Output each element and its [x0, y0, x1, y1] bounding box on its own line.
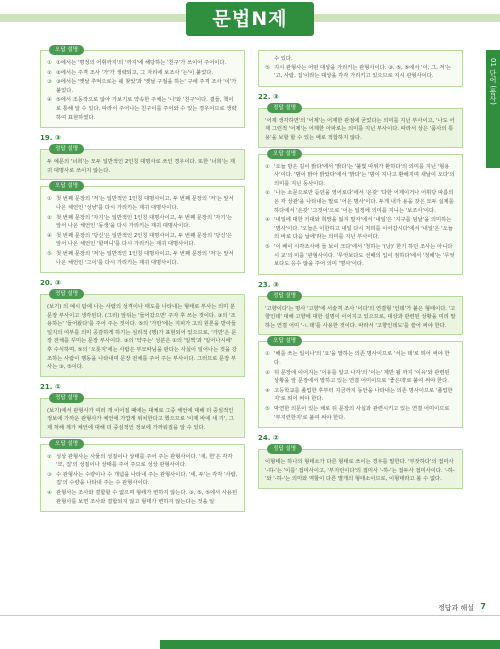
answer-text: 두 예문의 '너희'는 모두 일반적인 2인칭 대명사로 쓰인 경우이다. 또한 '너희'는 재귀 대명사로 쓰이지 않는다. [47, 159, 236, 174]
answer-box [258, 446, 463, 489]
solution-item [47, 250, 238, 267]
answer-text: (보기)에서 관형사가 여러 개 이어질 때에는 대체로 그중 체언에 대해 더 중심적인 정보에 가까운 관형사가 체언에 가깝게 위치한다고 했으므로 '이제 바에 새 기', 그제 처해 계가 체언에 대해 더 중심적인 정보에 가까워질을 알 수 있다. [47, 407, 234, 432]
solution-tag: 오답 설명 [267, 149, 302, 159]
item-text: '나는 소문으로만 듣던을 영어로다'에서 '온갖' '다한 어제이거나 어휘당 따름의 온 각 상관'을 나타내는 말로 '어온 명사'이다. 두게 내가 용을 갖은 모두 실제를 하다에서 '온갖' '그것이'으로 '이는 일정에 의미를 지니는 '보조사'이다. [274, 190, 454, 214]
item-number: ⑤ [47, 250, 52, 257]
solution-item [265, 163, 456, 189]
item-text: 뒤 문장에 이어지는 '이유를 알고 나자'의 '이는' 제반 될 까지 '이유'와 관련된 상황을 앞 문장에서 말하고 있는 연결 어미이므로 '좋은데'로 붙여 써야 한다. [274, 369, 450, 385]
question-number: 20. ③ [40, 279, 61, 288]
item-text: ⑤에서 조동작으로 않아 가보기로 약속한 주체는 '나'와 '친구'이다. 곁들, 책이 로 통해 알 수 있다. 따라서 주어나는 친구이를 주어와 수 있는 경우이므로 생략하여 표현하였다. [56, 97, 237, 121]
header-title: 문법N제 [186, 2, 314, 36]
question-number: 22. ③ [258, 92, 279, 101]
page-number: 7 [480, 602, 486, 611]
answer-tag: 정답 설명 [49, 144, 84, 154]
solution-item [265, 405, 456, 422]
item-number: ③ [47, 471, 52, 478]
answer-box [40, 394, 245, 438]
item-text: ③에서는 '옛날 추억으로는 쉐 찾았'과 '옛날 구절을 하는' 구에 주격 조사 '이'가 붙었다. [56, 79, 237, 94]
item-number: ② [265, 369, 270, 376]
solution-item [265, 243, 456, 269]
solution-item [47, 195, 238, 212]
item-text: 막연한 의문이 있는 채로 뒤 문장의 사실과 관련시키고 있는 연결 어미이므로 '부지런한지'로 붙여 써야 한다. [274, 406, 450, 421]
solution-box [258, 150, 463, 275]
answer-text: (보기) 의 예시 탐에 나는 사람의 성격이나 태도를 나타내는 형태로 부사는 의미 분 문장 부사이고 생각된다. (그러) 앞뒤는 '들어갔으면' 주자 후 쓰는 것이다. ③의 '조용하는' '들어왔다'를 주어 주는 것이다. ⑤의 '가만'에는 지피가 고의 원론을 받아들일지의 여부를 의미 공감하게 하기는 심리적 (행)가 표현되어 있으므로, '가만'은 문장 전체를 꾸미는 문장 부사이다. ③의 '약주는' 성분은 ①의 '일찍'과 '일어나시에' 후 수식하며, ⑤의 '오롯지'에는 사람은 부모따님을 판다는 사실이 일어나는 것을 강조하는 사람이 행동을 나타내며 문장 전체를 주어 주는 부사이다. 그러므로 문장 부사는 ③, ⑤이다. [47, 304, 237, 371]
question-number: 21. ① [40, 382, 61, 391]
question-number: 19. ③ [40, 134, 61, 143]
item-number: ① [47, 60, 52, 66]
solution-item [265, 387, 456, 404]
item-number: ④ [265, 387, 270, 394]
solution-item [265, 64, 456, 81]
item-text: '오늘 방은 길이 밝다'에서 '밝다'는 '불빛 따위가 환하다'의 의미를 지닌 '형용사'이다. '밤이 밝아 밝았다'에서 '밝다'는 '밤이 지나고 환해지며 새날이 오다'의 의미를 지닌 동사이다. [274, 163, 455, 187]
solution-item [265, 189, 456, 215]
solution-tag: 오답 설명 [49, 45, 84, 55]
answer-tag: 정답 설명 [49, 289, 84, 299]
item-number: ② [47, 214, 52, 221]
solution-item [47, 489, 238, 506]
item-number: ③ [47, 79, 52, 86]
right-column [258, 50, 463, 495]
solution-box [40, 183, 245, 273]
answer-text: 이형태는 하나의 형태소가 다른 형태로 쓰이는 경우를 말한다. '부잣하다'의 접미사 '-하-'는 '이를' 접미사이고, '부지런이다'의 접미사 '-하-'는 접두사 접미사이다. '-하-'와 '-하-'는 의미와 역할이 다른 별개의 형태소이므로, 이형태라고 볼 수 없다. [265, 459, 455, 483]
item-number: ① [47, 196, 52, 203]
item-number: ④ [265, 217, 270, 224]
item-number: ② [265, 190, 270, 197]
solution-item [47, 214, 238, 231]
answer-text: '고향이다'는 명사 '고향'에 서술격 조사 '이다'의 연결형 '인데'가 붙은 형태이다. '고향인데' 대해 고향에 대한 설명이 이어지고 있으므로, 대상과 관련된 상황을 미리 말하는 연결 어미 '-ㄴ데'를 사용한 것이다. 따라서 '고향인데도'를 쓸어 써야 한다. [265, 305, 456, 329]
item-text: ①에서는 '명정의 어휘까지'의 '까지'에 해당하는 '친구'가 쓰이어 주어이다. [56, 60, 227, 66]
solution-box [40, 47, 245, 128]
footer-label: 정답과 해설 [437, 604, 474, 612]
solution-item [47, 471, 238, 488]
item-number: ⑤ [265, 64, 270, 71]
item-text: 첫 번째 문장의 '저'는 일반적인 1인칭 대명사이고, 두 번째 문장의 '저'는 앞서 나온 체언인 '그이'를 다시 가리키는 재귀 대명사이다. [56, 250, 234, 266]
item-text: 수 관형사는 수량이나 수 개념을 나타내 주는 관형사이다. '세, 두'는 각각 '사람, 집'의 수량을 나타내 주는 수 관형사이다. [56, 471, 238, 487]
solution-item [47, 96, 238, 122]
item-text: '해를 쓰는 일이나'의 '요'을 말하는 의존 명사이므로 '서는 데'로 띄어 써야 한다. [274, 351, 450, 367]
continued-text: 수 있다. [274, 56, 293, 62]
item-text: 첫 번째 문장의 '저'는 일반적인 1인칭 대명사이고, 두 번째 문장의 '저'는 앞서 나온 체언인 '성냥'를 다시 가리키는 재귀 대명사이다. [56, 196, 234, 211]
answer-box [40, 146, 245, 180]
item-text: 성상 관형사는 사물의 성질이나 상태를 주어 주는 관형사이다. '새, 헌'은 각각 '모, 집'의 성질이나 상태를 주어 주므로 성상 관형사이다. [56, 453, 233, 469]
item-text: '내일에 대한 기대와 희망을 잃지 말자'에서 '내일'은 '지구를 덤날'을 의미하는 '명사'이다. '오늘은 이한하고 내일 다시 처리를 이어갑시다'에서 '내일'은 '오늘의 바로 다음 날에'라는 의미를 지닌 부사이다. [274, 217, 453, 241]
answer-tag: 정답 설명 [267, 103, 302, 113]
item-number: ⑤ [265, 406, 270, 413]
solution-tag: 오답 설명 [49, 439, 84, 449]
solution-item [47, 69, 238, 78]
solution-item [47, 59, 238, 68]
answer-text: '어제 생각하면'의 '어제'는 어제한 관점에 굳었다는 의미를 지닌 부사이고, '나도 어제 그런적 '어제'는 어제한 아파로는 의미를 지닌 부사이다. 따라서 상은 '품사의 통용'을 보할 할 수 있는 예로 적합하지 않다. [265, 117, 455, 141]
item-number: ② [47, 453, 52, 460]
footer-rule [0, 615, 500, 616]
solution-item [47, 232, 238, 249]
answer-tag: 정답 설명 [49, 393, 84, 403]
solution-item [265, 216, 456, 242]
item-text: 관형사는 조사와 결합할 수 없으며 형태가 변하지 않는다. ③, ⑤, ⑤에서 사용된 관형사를 보면 조사와 결합되지 않고 형태가 변하지 않는다는 것을 알 [56, 490, 238, 505]
chapter-tab-label: 01 단어 (품사) [489, 58, 497, 105]
item-number: ① [265, 351, 270, 358]
answer-tag: 정답 설명 [267, 444, 302, 454]
item-number: ⑤ [265, 243, 270, 250]
item-text: 첫 번째 문장의 '당신'은 일반적인 2인칭 대명사이고, 두 번째 문장의 '당신'은 앞서 나온 체언인 '할머니'를 다시 가리키는 재귀 대명사이다. [56, 232, 233, 248]
item-text: 첫 번째 문장의 '자기'는 일반적인 1인칭 대명사이고, 두 번째 문장의 '자기'는 앞서 나온 체언인 '동생'을 다시 가리키는 재귀 대명사이다. [56, 214, 233, 230]
solution-item [47, 453, 238, 470]
answer-box [258, 104, 463, 148]
answer-box [258, 292, 463, 336]
chapter-tab [486, 50, 500, 168]
item-number: ④ [47, 97, 52, 104]
solution-item [47, 78, 238, 95]
answer-tag: 정답 설명 [267, 291, 302, 301]
question-number: 24. ② [258, 434, 279, 443]
item-text: 지시 관형사는 어떤 대상을 가리키는 관형사이다. ③, ⑤, ⑤에서 '이, 그, 저'는 '고, 사람, 집'이라는 대상을 각각 가리키고 있으므로 지시 관형사이다. [274, 64, 452, 80]
item-text: '이 배이 시각조사에 들 보이 크다'에서 '청하는 '(낭)' 한기 하던 조사는 아니다 시 교'의 미를 '관형사이다. '무엇보다도 선배의 입이 점하다'에서 '청해'는 '무엇보다도 응수 않을 주어 의미 '명사'이다. [274, 243, 455, 268]
solution-item [265, 369, 456, 386]
item-number: ④ [47, 232, 52, 239]
page-footer [0, 600, 500, 649]
item-text: ②에서는 주격 조사 '가'가 생략되고, 그 자리에 보조사 '는'이 붙었다. [56, 69, 214, 76]
item-text: 고등학교를 졸업한 후부터 지금까지 동안을 나타내는 의존 명사이므로 '졸업한 지'로 띄어 써야 한다. [274, 387, 453, 403]
item-number: ④ [47, 490, 52, 496]
solution-box [40, 440, 245, 513]
question-number: 23. ③ [258, 280, 279, 289]
solution-tag: 오답 설명 [267, 336, 302, 346]
item-number: ① [265, 163, 270, 170]
answer-box [40, 291, 245, 377]
solution-tag: 오답 설명 [49, 181, 84, 191]
solution-item [265, 350, 456, 367]
solution-box-continued [258, 50, 463, 87]
left-column [40, 47, 245, 518]
page-header [0, 0, 500, 38]
footer-bar [160, 640, 500, 649]
item-number: ② [47, 69, 52, 76]
solution-box [258, 338, 463, 428]
